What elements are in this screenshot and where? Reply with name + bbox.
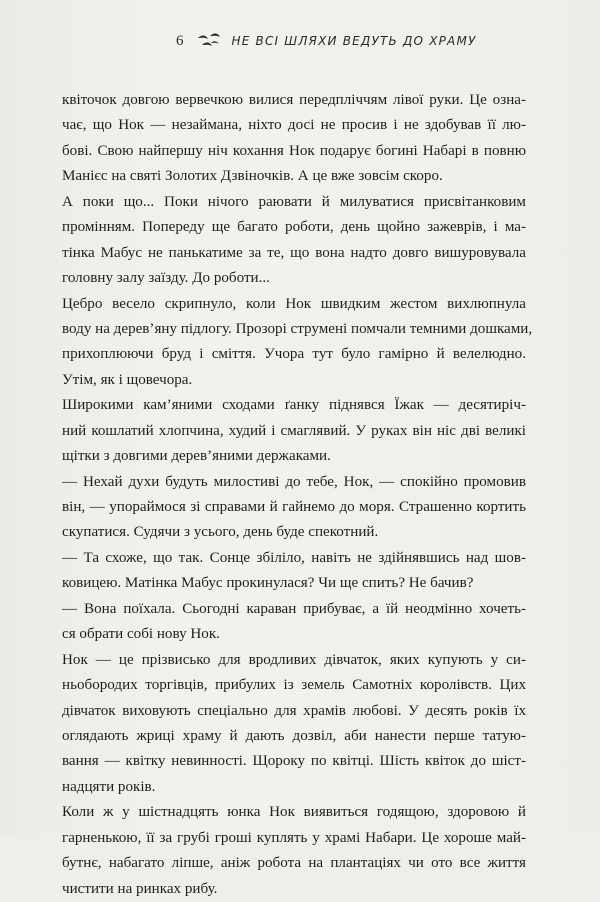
text-line: скупатися. Судячи з усього, день буде спекотний. <box>62 524 379 541</box>
text-line: головну залу заїзду. До роботи... <box>62 270 270 287</box>
text-line: ся обрати собі нову Нок. <box>62 626 220 643</box>
text-line: надцяти років. <box>62 778 156 795</box>
text-line: дівчаток виховують спеціально для храмів любові. У десять років їх <box>62 702 526 719</box>
text-line: гарненькою, її за грубі гроші куплять у храмі Набари. Це хороше май- <box>62 829 526 846</box>
text-line: чає, що Нок — незаймана, ніхто досі не просив і не здобував її лю- <box>62 117 526 134</box>
main-text <box>62 88 533 902</box>
text-line: бові. Свою найпершу ніч кохання Нок подарує богині Набарі в повню <box>62 142 526 159</box>
text-line: ний кошлатий хлопчина, худий і смаглявий. У руках він ніс дві великі <box>62 422 526 439</box>
text-line: прихоплюючи бруд і сміття. Учора тут було гамірно й велелюдно. <box>62 346 526 363</box>
text-line: Коли ж у шістнадцять юнка Нок виявиться годящою, здоровою й <box>62 804 526 821</box>
text-line: щітки з довгими дерев’яними держаками. <box>62 448 331 465</box>
text-line: Утім, як і щовечора. <box>62 371 193 388</box>
text-line: промінням. Попереду ще багато роботи, день щойно зажеврів, і ма- <box>62 219 526 236</box>
text-line: — Та схоже, що так. Сонце збіліло, навіть не здійнявшись над шов- <box>62 549 526 566</box>
text-line: Манієс на святі Золотих Дзвіночків. А це вже зовсім скоро. <box>62 168 443 185</box>
page-header <box>176 31 477 51</box>
text-line: ковицею. Матінка Мабус прокинулася? Чи ще спить? Не бачив? <box>62 575 474 592</box>
text-line: бутнє, набагато ліпше, аніж робота на плантаціях чи ото все життя <box>62 855 526 872</box>
text-line: Широкими кам’яними сходами ґанку піднявся Їжак — десятиріч- <box>62 397 526 414</box>
text-line: А поки що... Поки нічого раювати й милуватися присвітанковим <box>62 193 526 210</box>
birds-ornament-icon <box>194 31 222 51</box>
text-line: Нок — це прізвисько для вродливих дівчаток, яких купують у си- <box>62 651 526 668</box>
page-number: 6 <box>176 32 184 49</box>
text-line: Цебро весело скрипнуло, коли Нок швидким жестом вихлюпнула <box>62 295 526 312</box>
text-line: вання — квітку невинності. Щороку по квітці. Шість квіток до шіст- <box>62 753 526 770</box>
text-line: — Вона поїхала. Сьогодні караван прибуває, а їй неодмінно хочеть- <box>62 600 526 617</box>
text-line: ньобородих торгівців, прибулих із земель Самотніх королівств. Цих <box>62 677 526 694</box>
text-line: — Нехай духи будуть милостиві до тебе, Нок, — спокійно промовив <box>62 473 526 490</box>
running-title: НЕ ВСІ ШЛЯХИ ВЕДУТЬ ДО ХРАМУ <box>231 34 477 48</box>
text-line: воду на дерев’яну підлогу. Прозорі струмені помчали темними дошками, <box>62 320 533 337</box>
text-line: він, — упораймося зі справами й гайнемо до моря. Страшенно кортить <box>62 499 526 515</box>
text-line: квіточок довгою вервечкою вилися передпліччям лівої руки. Це озна- <box>62 92 526 108</box>
text-line: тінка Мабус не панькатиме за те, що вона надто довго вишуровувала <box>62 244 526 261</box>
text-line: оглядають жриці храму й дають дозвіл, аби нанести перше татую- <box>62 727 526 744</box>
text-line: чистити на ринках рибу. <box>62 880 218 897</box>
